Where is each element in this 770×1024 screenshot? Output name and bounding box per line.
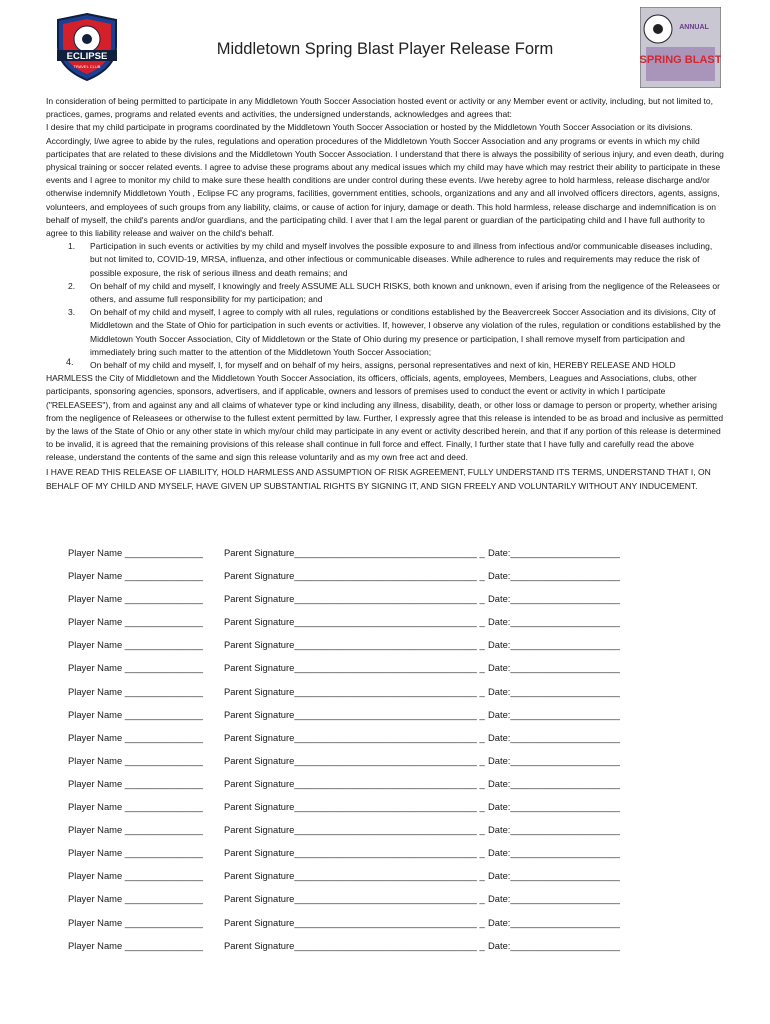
date-field[interactable]: Date:_____________________	[488, 731, 620, 743]
parent-signature-field[interactable]: Parent Signature___________________________________ _	[224, 616, 485, 628]
player-name-field[interactable]: Player Name _______________	[68, 731, 203, 743]
signature-row	[68, 591, 668, 614]
signature-row	[68, 799, 668, 822]
parent-signature-field[interactable]: Parent Signature___________________________________ _	[224, 731, 485, 743]
date-field[interactable]: Date:_____________________	[488, 616, 620, 628]
release-item-4-body: HARMLESS the City of Middletown and the Middletown Youth Soccer Association, its officers, officials, agents, employees, Members, Leagues and Associations, clubs, other participants, sponsoring agencies, sponsors, advertisers, and if applicable, owners and lessors of premises used to conduct the event or activity in which I participate ("RELEASEES"), from and against any and all claims of whatever type or kind including any illness, disability, death, or other loss or damage to person or property, whether arising from the negligence of Releasees or otherwise to the fullest extent permitted by law. Further, I expressly agree that this release is intended to be as broad and inclusive as permitted by the laws of the State of Ohio or any other state in which my/our child may participate in any event or activity described herein, and that if any portion of this release is determined to be invalid, it is agreed that the remaining provisions of this release shall continue in full force and effect. Finally, I further state that I have fully and carefully read the above release, understand the contents of the same and sign this release voluntarily and as my own free act and deed.	[46, 373, 724, 463]
parent-signature-field[interactable]: Parent Signature___________________________________ _	[224, 916, 485, 928]
player-name-field[interactable]: Player Name _______________	[68, 916, 203, 928]
signature-row	[68, 568, 668, 591]
player-name-field[interactable]: Player Name _______________	[68, 893, 203, 905]
player-name-field[interactable]: Player Name _______________	[68, 754, 203, 766]
player-name-field[interactable]: Player Name _______________	[68, 593, 203, 605]
player-name-field[interactable]: Player Name _______________	[68, 777, 203, 789]
player-name-field[interactable]: Player Name _______________	[68, 824, 203, 836]
date-field[interactable]: Date:_____________________	[488, 593, 620, 605]
signature-row	[68, 753, 668, 776]
release-item: 2. On behalf of my child and myself, I knowingly and freely ASSUME ALL SUCH RISKS, both known and unknown, even if arising from the negligence of the Releasees or others, and assume full responsibility for my participation; and	[68, 280, 720, 305]
page-title: Middletown Spring Blast Player Release Form	[216, 40, 554, 58]
parent-signature-field[interactable]: Parent Signature___________________________________ _	[224, 893, 485, 905]
parent-signature-field[interactable]: Parent Signature___________________________________ _	[224, 754, 485, 766]
player-name-field[interactable]: Player Name _______________	[68, 939, 203, 951]
player-name-field[interactable]: Player Name _______________	[68, 616, 203, 628]
release-item-4-lead: 4. On behalf of my child and myself, I, for myself and on behalf of my heirs, assigns, personal representatives and next of kin, HEREBY RELEASE AND HOLD	[66, 357, 676, 371]
date-field[interactable]: Date:_____________________	[488, 708, 620, 720]
date-field[interactable]: Date:_____________________	[488, 639, 620, 651]
parent-signature-field[interactable]: Parent Signature___________________________________ _	[224, 685, 485, 697]
spring-blast-text: SPRING BLAST	[640, 54, 721, 66]
parent-signature-field[interactable]: Parent Signature___________________________________ _	[224, 593, 485, 605]
signature-table	[68, 545, 668, 961]
signature-row	[68, 938, 668, 961]
signature-row	[68, 660, 668, 683]
player-name-field[interactable]: Player Name _______________	[68, 570, 203, 582]
player-name-field[interactable]: Player Name _______________	[68, 685, 203, 697]
signature-row	[68, 545, 668, 568]
date-field[interactable]: Date:_____________________	[488, 916, 620, 928]
player-name-field[interactable]: Player Name _______________	[68, 639, 203, 651]
date-field[interactable]: Date:_____________________	[488, 847, 620, 859]
parent-signature-field[interactable]: Parent Signature___________________________________ _	[224, 662, 485, 674]
acknowledgement-text: I HAVE READ THIS RELEASE OF LIABILITY, HOLD HARMLESS AND ASSUMPTION OF RISK AGREEMENT, FULLY UNDERSTAND ITS TERMS, UNDERSTAND THAT I, ON BEHALF OF MY CHILD AND MYSELF, HAVE GIVEN UP SUBSTANTIAL RIGHTS BY SIGNING IT, AND SIGN FREELY AND VOLUNTARILY WITHOUT ANY INDUCEMENT.	[46, 466, 711, 491]
date-field[interactable]: Date:_____________________	[488, 801, 620, 813]
signature-row	[68, 776, 668, 799]
parent-signature-field[interactable]: Parent Signature___________________________________ _	[224, 639, 485, 651]
date-field[interactable]: Date:_____________________	[488, 939, 620, 951]
signature-row	[68, 614, 668, 637]
parent-signature-field[interactable]: Parent Signature___________________________________ _	[224, 801, 485, 813]
date-field[interactable]: Date:_____________________	[488, 570, 620, 582]
date-field[interactable]: Date:_____________________	[488, 777, 620, 789]
spring-blast-badge: ANNUAL	[679, 24, 709, 31]
parent-signature-field[interactable]: Parent Signature___________________________________ _	[224, 708, 485, 720]
eclipse-logo-text: ECLIPSE	[66, 51, 108, 62]
parent-signature-field[interactable]: Parent Signature___________________________________ _	[224, 777, 485, 789]
release-item: 1. Participation in such events or activities by my child and myself involves the possible exposure to and illness from infectious and/or communicable diseases including, but not limited to, COVID-19, MRSA, influenza, and other infectious or communicable diseases. While adherence to rules and requirements may reduce the risk of possible exposure, the risk of serious illness and death remains; and	[68, 241, 713, 278]
signature-row	[68, 845, 668, 868]
eclipse-logo-sub: TRAVEL CLUB	[73, 64, 101, 69]
date-field[interactable]: Date:_____________________	[488, 662, 620, 674]
parent-signature-field[interactable]: Parent Signature___________________________________ _	[224, 824, 485, 836]
player-name-field[interactable]: Player Name _______________	[68, 547, 203, 558]
release-item: 3. On behalf of my child and myself, I agree to comply with all rules, regulations or conditions established by the Beavercreek Soccer Association and its divisions, City of Middletown and the State of Ohio for participation in such events or activities. If, however, I observe any violation of the rules, regulation or conditions established by the Middletown Youth Soccer Association, City of Middletown or the State of Ohio during my presence or participation, I shall remove myself from participation and immediately bring such matter to the attention of the Middletown Youth Soccer Association;	[68, 307, 721, 357]
player-name-field[interactable]: Player Name _______________	[68, 708, 203, 720]
signature-row	[68, 707, 668, 730]
parent-signature-field[interactable]: Parent Signature___________________________________ _	[224, 870, 485, 882]
date-field[interactable]: Date:_____________________	[488, 824, 620, 836]
parent-signature-field[interactable]: Parent Signature___________________________________ _	[224, 847, 485, 859]
parent-signature-field[interactable]: Parent Signature___________________________________ _	[224, 570, 485, 582]
parent-signature-field[interactable]: Parent Signature___________________________________ _	[224, 939, 485, 951]
parent-signature-field[interactable]: Parent Signature___________________________________ _	[224, 547, 485, 558]
signature-row	[68, 915, 668, 938]
date-field[interactable]: Date:_____________________	[488, 893, 620, 905]
signature-row	[68, 730, 668, 753]
player-name-field[interactable]: Player Name _______________	[68, 847, 203, 859]
date-field[interactable]: Date:_____________________	[488, 754, 620, 766]
date-field[interactable]: Date:_____________________	[488, 547, 620, 558]
player-name-field[interactable]: Player Name _______________	[68, 870, 203, 882]
intro-paragraph-1: In consideration of being permitted to participate in any Middletown Youth Soccer Association hosted event or activity or any Member event or activity, including, but not limited to, practices, games, programs and related events and activities, the undersigned understands, acknowledges and agrees that:	[46, 96, 713, 120]
signature-row	[68, 891, 668, 914]
signature-row	[68, 684, 668, 707]
signature-row	[68, 822, 668, 845]
release-body	[46, 95, 726, 493]
date-field[interactable]: Date:_____________________	[488, 870, 620, 882]
date-field[interactable]: Date:_____________________	[488, 685, 620, 697]
player-name-field[interactable]: Player Name _______________	[68, 662, 203, 674]
intro-paragraph-2: I desire that my child participate in programs coordinated by the Middletown Youth Soccer Association or hosted by the Middletown Youth Soccer Association or its divisions. Accordingly, I/we agree to abide by the rules, regulations and operation procedures of the Middletown Youth Soccer Association and any programs or events in which my child participates that are related to these divisions and the Middletown Youth Soccer Association. I understand that there is always the possibility of serious injury, and even death, during physical training or soccer related events. I agree to advise these programs about any medical issues which my child may have which may restrict their ability to participate in these events and I agree to monitor my child to make sure these health conditions are under control during these events. I/we hereby agree to hold harmless, release discharge and/or otherwise indemnify Middletown Youth , Eclipse FC any programs, facilities, government entities, schools, organizations and any and all involved officers directors, agents, assigns, volunteers, and employees of such groups from any liability, claims, or cause of action for injury, damage or death. This hold harmless, release discharge and indemnification is on behalf of myself, the child's parents and/or guardians, and the participating child. I aver that I am the legal parent or guardian of the participating child and I have full authority to agree to this liability release and waiver on the child's behalf.	[46, 122, 724, 239]
signature-row	[68, 637, 668, 660]
release-items	[46, 240, 726, 359]
signature-row	[68, 868, 668, 891]
player-name-field[interactable]: Player Name _______________	[68, 801, 203, 813]
